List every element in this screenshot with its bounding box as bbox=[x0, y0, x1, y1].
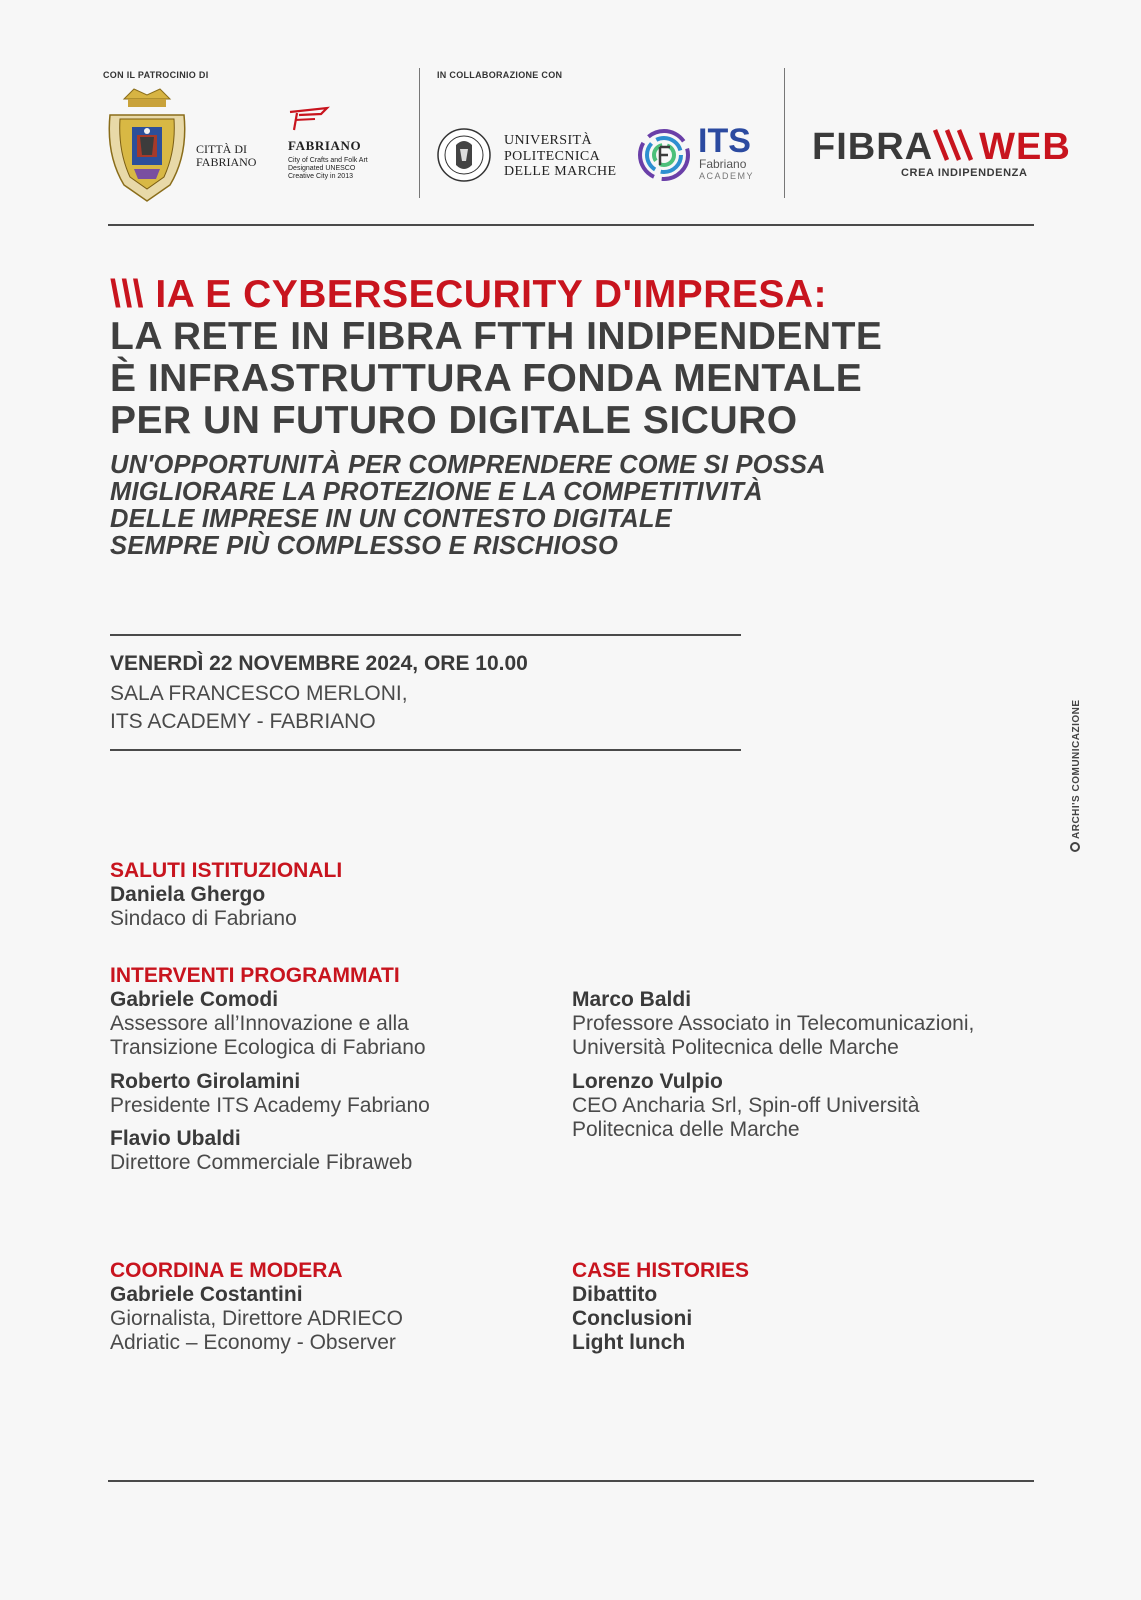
saluti-role: Sindaco di Fabriano bbox=[110, 907, 297, 930]
header-divider-2 bbox=[784, 68, 785, 198]
unesco-line-2: Designated UNESCO bbox=[288, 165, 356, 172]
coordina-section bbox=[110, 1259, 403, 1355]
interventi-heading: INTERVENTI PROGRAMMATI bbox=[110, 964, 400, 987]
speaker-name: Roberto Girolamini bbox=[110, 1070, 301, 1093]
saluti-heading: SALUTI ISTITUZIONALI bbox=[110, 859, 343, 882]
event-rule-bottom bbox=[110, 749, 741, 751]
title-line-3: È INFRASTRUTTURA FONDA MENTALE bbox=[110, 357, 863, 400]
fibraweb-slashes-icon bbox=[933, 128, 979, 162]
comune-crest-icon bbox=[104, 85, 190, 207]
saluti-name: Daniela Ghergo bbox=[110, 883, 266, 906]
subtitle-line-4: SEMPRE PIÙ COMPLESSO E RISCHIOSO bbox=[110, 532, 618, 560]
speaker-role: Università Politecnica delle Marche bbox=[572, 1036, 899, 1059]
collaborazione-label: IN COLLABORAZIONE CON bbox=[437, 70, 563, 80]
header-rule bbox=[108, 224, 1034, 226]
coordina-role: Giornalista, Direttore ADRIECO bbox=[110, 1307, 403, 1330]
speaker-role: Presidente ITS Academy Fabriano bbox=[110, 1094, 430, 1117]
subtitle-line-1: UN'OPPORTUNITÀ PER COMPRENDERE COME SI POSSA bbox=[110, 451, 826, 479]
speaker-role: Transizione Ecologica di Fabriano bbox=[110, 1036, 426, 1059]
univpm-line-2: POLITECNICA bbox=[504, 148, 601, 164]
subtitle-line-3: DELLE IMPRESE IN UN CONTESTO DIGITALE bbox=[110, 505, 672, 533]
event-date: VENERDÌ 22 NOVEMBRE 2024, ORE 10.00 bbox=[110, 652, 528, 675]
fabriano-watermark-icon bbox=[287, 106, 335, 134]
event-rule-top bbox=[110, 634, 741, 636]
speaker-role: Assessore all’Innovazione e alla bbox=[110, 1012, 409, 1035]
univpm-seal-icon bbox=[436, 127, 492, 183]
title-line-4: PER UN FUTURO DIGITALE SICURO bbox=[110, 399, 798, 442]
venue-line-2: ITS ACADEMY - FABRIANO bbox=[110, 710, 376, 733]
saluti-section bbox=[110, 859, 342, 931]
univpm-text bbox=[504, 133, 617, 180]
coordina-role: Adriatic – Economy - Observer bbox=[110, 1331, 396, 1354]
coordina-heading: COORDINA E MODERA bbox=[110, 1259, 343, 1282]
fibraweb-logo bbox=[812, 127, 1071, 167]
fibraweb-tagline: CREA INDIPENDENZA bbox=[901, 167, 1028, 179]
speaker-name: Lorenzo Vulpio bbox=[572, 1070, 723, 1093]
speaker-role: CEO Ancharia Srl, Spin-off Università bbox=[572, 1094, 920, 1117]
fibraweb-name-b: WEB bbox=[979, 126, 1071, 168]
univpm-line-1: UNIVERSITÀ bbox=[504, 133, 592, 148]
its-fabriano-text: Fabriano bbox=[699, 157, 747, 171]
title-line-1: \\\ IA E CYBERSECURITY D'IMPRESA: bbox=[110, 273, 828, 316]
univpm-line-3: DELLE MARCHE bbox=[504, 164, 617, 179]
its-academy-text: ACADEMY bbox=[699, 171, 755, 181]
unesco-line-3: Creative City in 2013 bbox=[288, 173, 353, 180]
speaker-comodi bbox=[110, 988, 426, 1060]
side-credit-text: ARCHI'S COMUNICAZIONE bbox=[1071, 699, 1082, 839]
case-section bbox=[572, 1259, 749, 1355]
speaker-ubaldi bbox=[110, 1127, 412, 1175]
case-item: Conclusioni bbox=[572, 1307, 693, 1330]
coordina-name: Gabriele Costantini bbox=[110, 1283, 303, 1306]
speaker-name: Marco Baldi bbox=[572, 988, 692, 1011]
subtitle bbox=[110, 452, 1050, 560]
speaker-role: Professore Associato in Telecomunicazioni, bbox=[572, 1012, 975, 1035]
patrocinio-label: CON IL PATROCINIO DI bbox=[103, 70, 209, 80]
its-ring-icon bbox=[636, 127, 692, 183]
citta-line-1: CITTÀ DI bbox=[196, 142, 247, 156]
case-item: Dibattito bbox=[572, 1283, 658, 1306]
subtitle-line-2: MIGLIORARE LA PROTEZIONE E LA COMPETITIVITÀ bbox=[110, 478, 763, 506]
speaker-name: Flavio Ubaldi bbox=[110, 1127, 241, 1150]
case-heading: CASE HISTORIES bbox=[572, 1259, 749, 1282]
header-divider-1 bbox=[419, 68, 420, 198]
fabriano-unesco-text bbox=[288, 157, 368, 181]
fibraweb-name-a: FIBRA bbox=[812, 126, 934, 168]
fabriano-logo-name: FABRIANO bbox=[288, 138, 362, 153]
speaker-role: Politecnica delle Marche bbox=[572, 1118, 800, 1141]
title-line-2: LA RETE IN FIBRA FTTH INDIPENDENTE bbox=[110, 315, 883, 358]
speaker-role: Direttore Commerciale Fibraweb bbox=[110, 1151, 413, 1174]
case-item: Light lunch bbox=[572, 1331, 686, 1354]
its-big-text: ITS bbox=[698, 122, 751, 160]
main-title bbox=[110, 274, 1050, 442]
citta-line-2: FABRIANO bbox=[196, 155, 257, 169]
speaker-baldi bbox=[572, 988, 974, 1060]
speaker-vulpio bbox=[572, 1070, 919, 1142]
citta-di-fabriano-text bbox=[196, 143, 256, 169]
unesco-line-1: City of Crafts and Folk Art bbox=[288, 157, 368, 164]
speaker-name: Gabriele Comodi bbox=[110, 988, 279, 1011]
archis-logo-icon bbox=[1070, 842, 1080, 852]
side-credit bbox=[1070, 699, 1082, 852]
speaker-girolamini bbox=[110, 1070, 430, 1118]
venue-line-1: SALA FRANCESCO MERLONI, bbox=[110, 682, 408, 705]
event-venue bbox=[110, 680, 408, 736]
footer-rule bbox=[108, 1480, 1034, 1482]
